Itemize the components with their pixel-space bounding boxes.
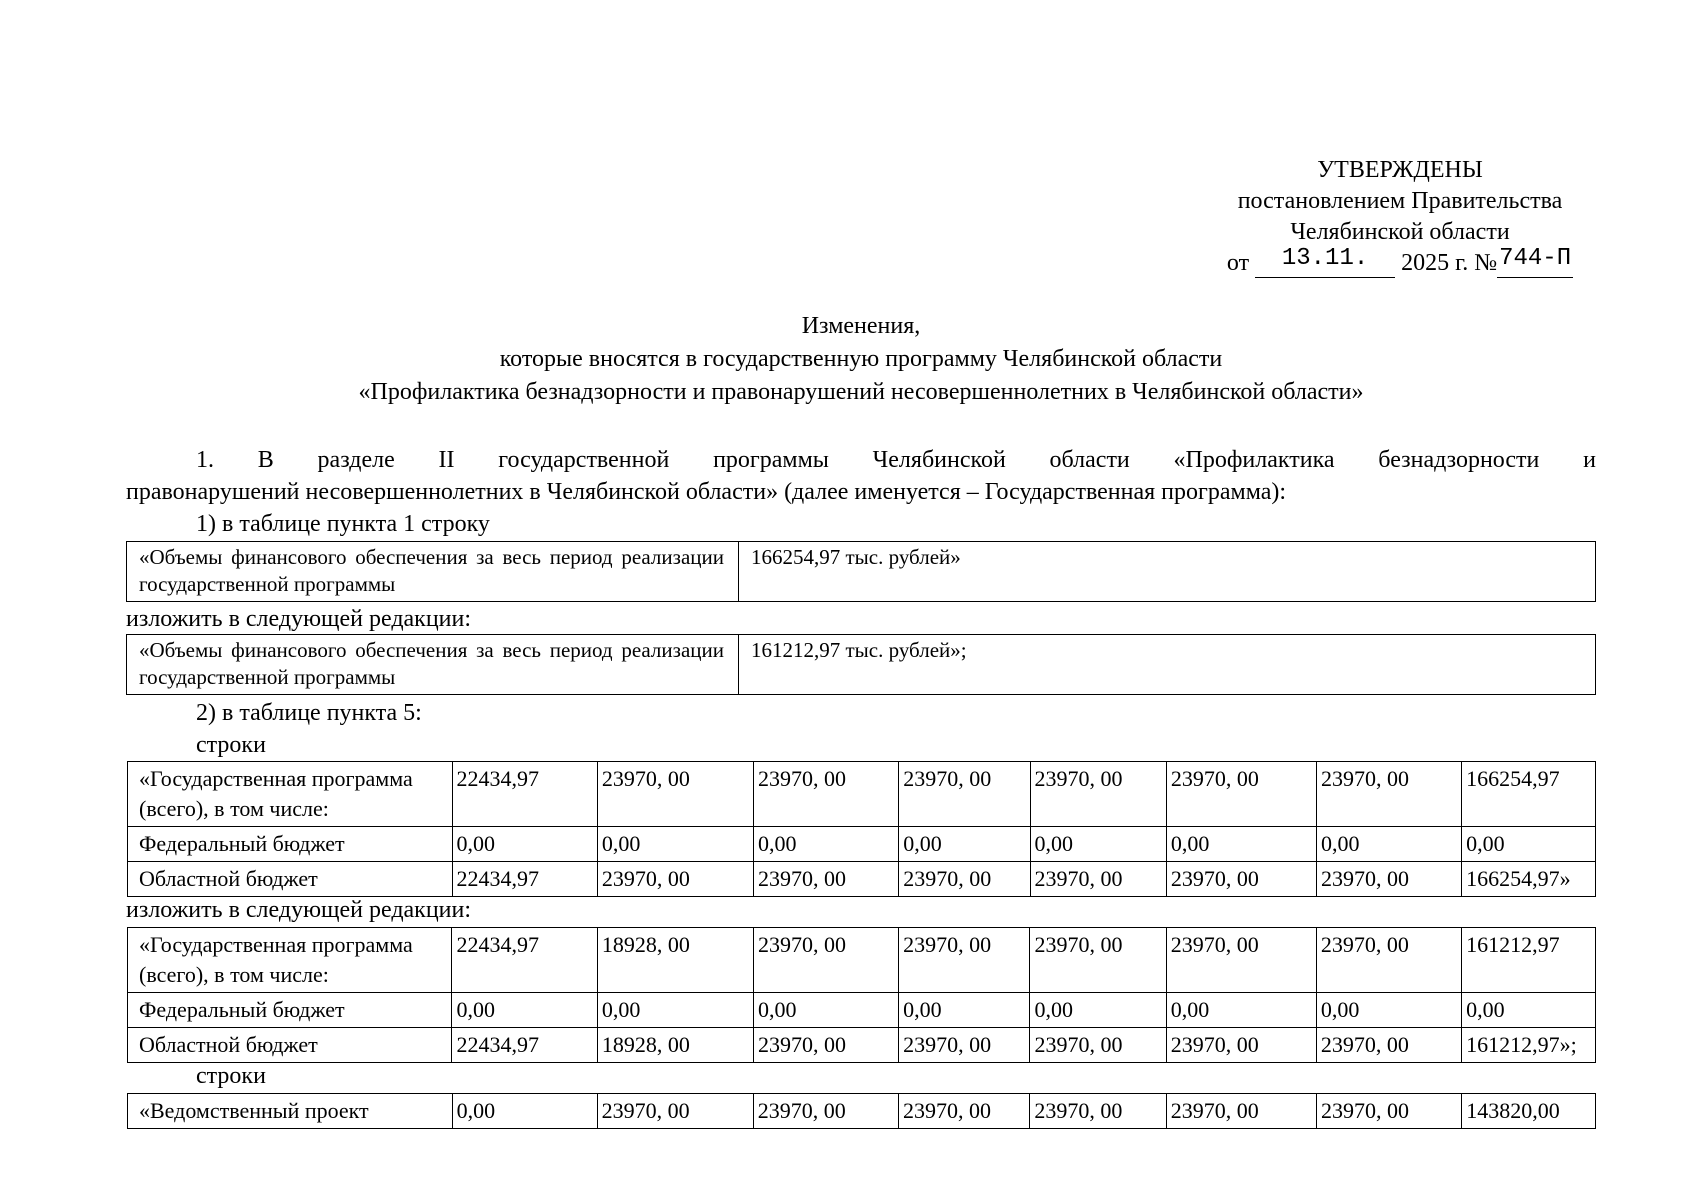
old-total-label: «Объемы финансового обеспечения за весь период реализации государственной программы [127,542,739,602]
cell-value: 22434,97 [452,1028,597,1063]
table-program-new [127,927,1596,1063]
document-title [126,310,1596,409]
cell-value: 0,00 [1030,827,1166,862]
table-dept-project [127,1093,1596,1129]
date-prefix: от [1226,250,1250,276]
cell-value: 22434,97 [452,928,597,993]
cell-value: 0,00 [899,827,1030,862]
paragraph-1-line-2: правонарушений несовершеннолетних в Челябинской области» (далее именуется – Государственная программа): [126,479,1287,505]
cell-value: 0,00 [1166,827,1316,862]
cell-value: 22434,97 [452,862,597,897]
table-row [128,1028,1596,1063]
rows-word-1: строки [196,732,266,758]
cell-value: 23970, 00 [1166,928,1316,993]
row-name: «Государственная программа (всего), в том числе: [128,928,452,993]
cell-value: 23970, 00 [1166,862,1316,897]
cell-value: 0,00 [1462,827,1596,862]
cell-value: 23970, 00 [899,762,1030,827]
cell-value: 0,00 [1166,993,1316,1028]
table-old-total [126,541,1596,602]
table-row [128,827,1596,862]
cell-value: 23970, 00 [597,762,753,827]
cell-value: 23970, 00 [899,1094,1030,1129]
date-field [1255,245,1395,278]
cell-value: 22434,97 [452,762,597,827]
row-name: «Ведомственный проект [128,1094,453,1129]
approval-heading: УТВЕРЖДЕНЫ [1317,157,1483,183]
cell-value: 23970, 00 [754,862,899,897]
table-row [127,635,1596,695]
cell-value: 23970, 00 [1030,862,1166,897]
table-row [128,762,1596,827]
cell-value: 23970, 00 [753,1028,898,1063]
row-name: Федеральный бюджет [128,827,453,862]
cell-value: 0,00 [1316,993,1461,1028]
cell-value: 23970, 00 [753,1094,898,1129]
cell-value: 23970, 00 [753,928,898,993]
cell-value: 0,00 [452,993,597,1028]
table-row [128,862,1596,897]
cell-value: 23970, 00 [899,862,1030,897]
cell-value: 18928, 00 [597,1028,753,1063]
item-2-text: 2) в таблице пункта 5: [196,700,422,726]
table-row [128,993,1596,1028]
cell-value: 23970, 00 [899,1028,1030,1063]
approval-line-2: Челябинской области [1290,219,1510,245]
approval-line-1: постановлением Правительства [1237,188,1563,214]
cell-value: 23970, 00 [1166,1094,1316,1129]
title-line-1: Изменения, [801,313,921,339]
cell-value: 23970, 00 [597,1094,753,1129]
title-line-3: «Профилактика безнадзорности и правонарушений несовершеннолетних в Челябинской области» [358,379,1364,405]
row-name: Областной бюджет [128,1028,452,1063]
cell-value: 23970, 00 [1166,762,1316,827]
cell-value: 0,00 [1030,993,1166,1028]
cell-value: 0,00 [597,827,753,862]
cell-value: 166254,97 [1462,762,1596,827]
restate-text-2: изложить в следующей редакции: [126,897,472,923]
cell-value: 0,00 [1316,827,1461,862]
row-name: «Государственная программа (всего), в том числе: [128,762,453,827]
table-new-total [126,634,1596,695]
cell-value: 23970, 00 [754,762,899,827]
cell-value: 161212,97 [1462,928,1596,993]
number-value: 744-П [1499,245,1572,272]
cell-value: 166254,97» [1462,862,1596,897]
cell-value: 0,00 [452,827,597,862]
cell-value: 0,00 [753,993,898,1028]
cell-value: 23970, 00 [1166,1028,1316,1063]
rows-word-2: строки [196,1063,266,1089]
new-total-value: 161212,97 тыс. рублей»; [739,635,1596,695]
cell-value: 0,00 [452,1094,597,1129]
date-value: 13.11. [1281,245,1369,272]
table-program-old [127,761,1596,897]
cell-value: 143820,00 [1462,1094,1596,1129]
cell-value: 23970, 00 [1316,928,1461,993]
item-1-text: 1) в таблице пункта 1 строку [196,511,490,537]
old-total-value: 166254,97 тыс. рублей» [739,542,1596,602]
cell-value: 23970, 00 [1316,1028,1461,1063]
cell-value: 0,00 [1462,993,1596,1028]
table-row [127,542,1596,602]
cell-value: 23970, 00 [1316,762,1461,827]
table-row [128,1094,1596,1129]
new-total-label: «Объемы финансового обеспечения за весь период реализации государственной программы [127,635,739,695]
cell-value: 23970, 00 [899,928,1030,993]
approval-date-line [1180,245,1620,279]
cell-value: 0,00 [754,827,899,862]
cell-value: 0,00 [899,993,1030,1028]
cell-value: 23970, 00 [1030,928,1166,993]
cell-value: 0,00 [597,993,753,1028]
paragraph-1-line-1: 1. В разделе II государственной программы Челябинской области «Профилактика безнадзорности и [196,447,1596,473]
cell-value: 23970, 00 [1030,762,1166,827]
approval-block [1180,155,1620,279]
title-line-2: которые вносятся в государственную программу Челябинской области [499,346,1223,372]
row-name: Федеральный бюджет [128,993,452,1028]
cell-value: 23970, 00 [1316,1094,1461,1129]
restate-text-1: изложить в следующей редакции: [126,606,472,632]
cell-value: 23970, 00 [1030,1028,1166,1063]
year-text: 2025 г. № [1401,250,1498,276]
cell-value: 23970, 00 [1030,1094,1166,1129]
cell-value: 18928, 00 [597,928,753,993]
row-name: Областной бюджет [128,862,453,897]
cell-value: 23970, 00 [597,862,753,897]
cell-value: 23970, 00 [1316,862,1461,897]
table-row [128,928,1596,993]
cell-value: 161212,97»; [1462,1028,1596,1063]
number-field [1497,245,1573,278]
